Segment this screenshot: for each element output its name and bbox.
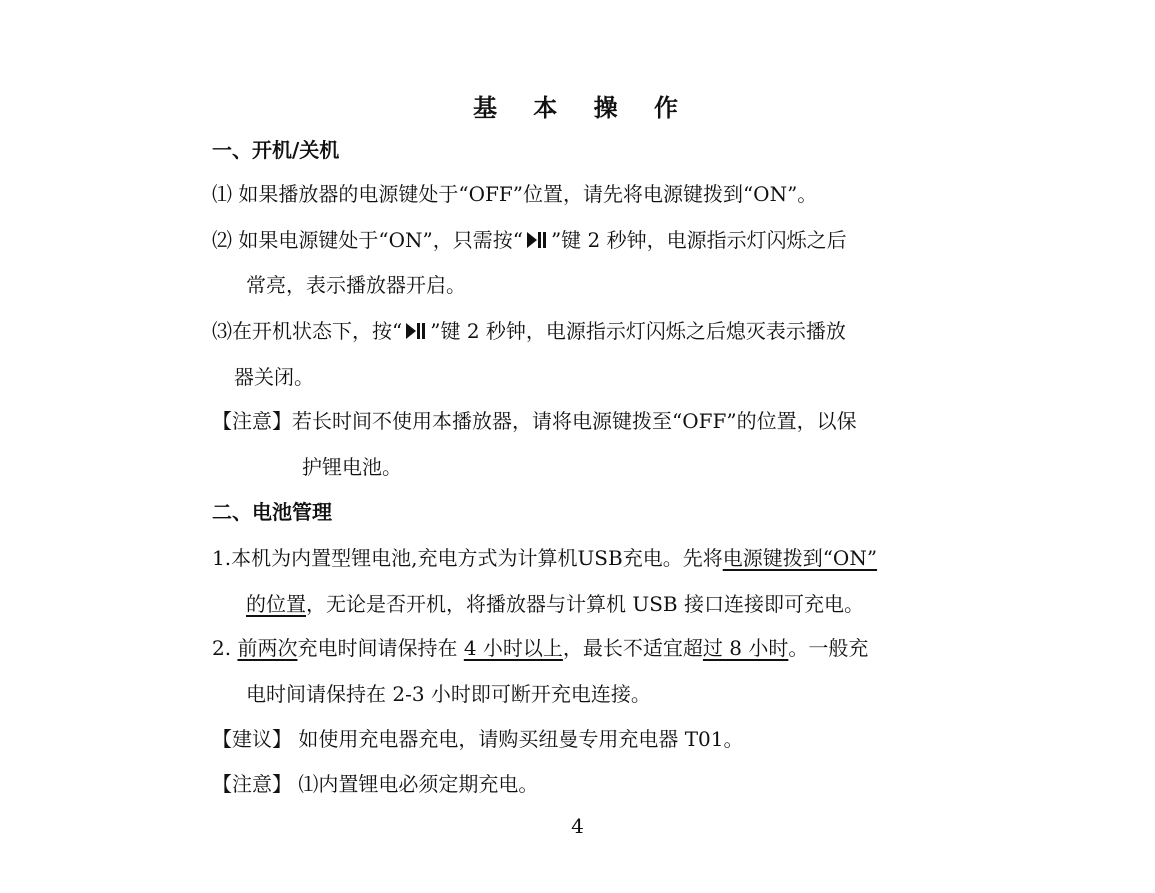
power-item-3 <box>212 317 846 345</box>
battery-para-2-underline-1: 前两次 <box>237 636 298 660</box>
battery-para-1-underline-1: 电源键拨到“ON” <box>722 546 878 570</box>
section-heading-power: 一、开机/关机 <box>212 138 340 162</box>
battery-para-2-underline-2: 4 小时以上 <box>463 636 563 660</box>
power-item-3-before: ⑶在开机状态下，按“ <box>212 319 403 343</box>
power-item-2-after: ”键 2 秒钟，电源指示灯闪烁之后 <box>550 228 847 252</box>
power-item-1: ⑴ 如果播放器的电源键处于“OFF”位置，请先将电源键拨到“ON”。 <box>212 182 818 206</box>
note-text: 若长时间不使用本播放器，请将电源键拨至“OFF”的位置，以保 <box>292 409 857 433</box>
suggest-label: 【建议】 <box>212 727 292 751</box>
power-note-cont: 护锂电池。 <box>302 455 402 479</box>
page-title: 基 本 操 作 <box>472 94 693 122</box>
battery-para-2-a: 充电时间请保持在 <box>297 636 464 660</box>
battery-para-1-cont <box>246 590 864 618</box>
play-pause-icon <box>405 322 427 340</box>
note2-label: 【注意】 <box>212 772 292 796</box>
battery-para-2-num: 2. <box>212 636 238 660</box>
power-item-3-after: ”键 2 秒钟，电源指示灯闪烁之后熄灭表示播放 <box>430 319 846 343</box>
note-label: 【注意】 <box>212 409 292 433</box>
battery-para-2-underline-3: 过 8 小时 <box>702 636 789 660</box>
note2-text: ⑴内置锂电必须定期充电。 <box>298 772 539 796</box>
battery-para-1-a: 1.本机为内置型锂电池,充电方式为计算机USB充电。先将 <box>212 546 723 570</box>
battery-suggestion <box>212 725 744 753</box>
battery-para-2 <box>212 634 868 662</box>
page-number: 4 <box>571 814 584 838</box>
battery-para-2-cont: 电时间请保持在 2-3 小时即可断开充电连接。 <box>246 682 651 706</box>
power-item-2 <box>212 226 847 254</box>
battery-para-1-underline-2: 的位置 <box>246 592 306 616</box>
suggest-text: 如使用充电器充电，请购买纽曼专用充电器 T01。 <box>298 727 744 751</box>
power-item-2-before: ⑵ 如果电源键处于“ON”，只需按“ <box>212 228 523 252</box>
power-item-2-cont: 常亮，表示播放器开启。 <box>246 273 466 297</box>
battery-note <box>212 770 538 798</box>
play-pause-icon <box>526 231 548 249</box>
power-item-3-cont: 器关闭。 <box>234 365 314 389</box>
battery-para-2-c: 。一般充 <box>788 636 869 660</box>
battery-para-1-b: ，无论是否开机，将播放器与计算机 USB 接口连接即可充电。 <box>306 592 864 616</box>
battery-para-1 <box>212 544 877 572</box>
battery-para-2-b: ，最长不适宜超 <box>562 636 703 660</box>
power-note <box>212 407 857 435</box>
section-heading-battery: 二、电池管理 <box>212 500 332 524</box>
